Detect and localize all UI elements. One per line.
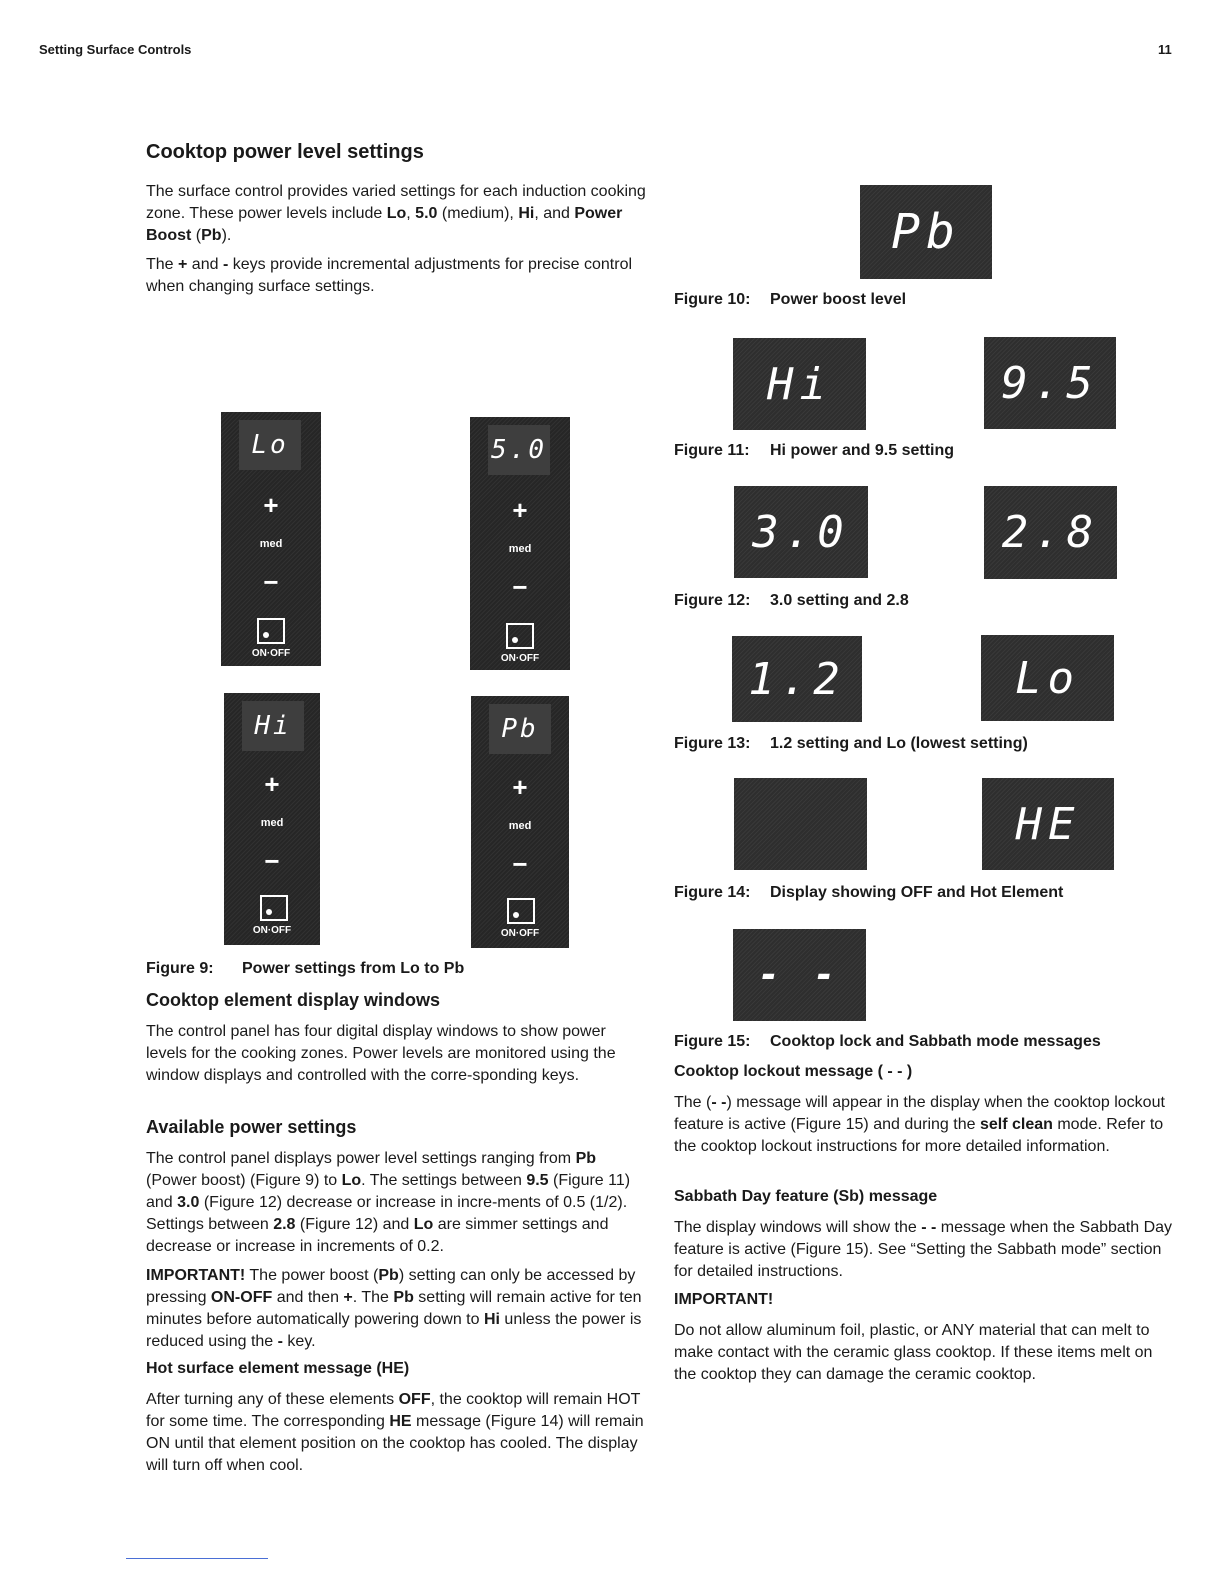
minus-key[interactable]: − (512, 849, 528, 879)
sabbath-heading: Sabbath Day feature (Sb) message (674, 1188, 938, 1205)
plus-key[interactable]: + (263, 490, 279, 520)
on-off-label: ON·OFF (251, 648, 291, 659)
minus-key[interactable]: − (264, 846, 280, 876)
important-boost-paragraph: IMPORTANT! The power boost (Pb) setting can only be accessed by pressing ON-OFF and then +. The Pb setting will remain active for ten minutes before automatically powering down to Hi unless the power is reduced using the - key. (146, 1267, 642, 1350)
figure-15-caption (674, 1033, 1101, 1051)
med-label: med (508, 820, 532, 832)
lockout-heading: Cooktop lockout message ( - - ) (674, 1063, 913, 1080)
figure-number: Figure 10: (674, 291, 751, 308)
panel-display-window: Hi (242, 701, 304, 751)
indicator-dot-icon (266, 909, 272, 915)
figure-11-caption (674, 442, 954, 460)
hot-element-heading: Hot surface element message (HE) (146, 1360, 410, 1377)
important-heading: IMPORTANT! (674, 1291, 774, 1308)
keys-paragraph: The + and - keys provide incremental adjustments for precise control when changing surface settings. (146, 256, 633, 295)
control-panel-pb (471, 696, 569, 948)
on-off-button[interactable] (507, 898, 535, 924)
hot-element-paragraph: After turning any of these elements OFF, the cooktop will remain HOT for some time. The corresponding HE message (Figure 14) will remain ON until that element position on the cooktop has cooled. The display will turn off when cool. (146, 1391, 644, 1474)
figure-text: Display showing OFF and Hot Element (770, 884, 1064, 901)
display-window-9-5: 9.5 (984, 337, 1116, 429)
control-panel-hi (224, 693, 320, 945)
sabbath-paragraph: The display windows will show the - - message when the Sabbath Day feature is active (Figure 15). See “Setting the Sabbath mode” section for detailed instructions. (674, 1219, 1173, 1280)
section-title: Cooktop power level settings (146, 141, 424, 163)
figure-number: Figure 11: (674, 442, 750, 459)
page-number: 11 (1158, 42, 1172, 57)
control-panel-lo (221, 412, 321, 666)
plus-key[interactable]: + (512, 772, 528, 802)
display-windows-heading: Cooktop element display windows (146, 990, 441, 1010)
control-panel-5-0 (470, 417, 570, 670)
panel-display-window: Lo (239, 420, 301, 470)
plus-key[interactable]: + (512, 495, 528, 525)
figure-14-caption (674, 884, 1063, 902)
on-off-label: ON·OFF (500, 653, 540, 664)
figure-10-caption (674, 291, 906, 309)
display-window-hi: Hi (733, 338, 866, 430)
available-settings-paragraph: The control panel displays power level settings ranging from Pb (Power boost) (Figure 9) to Lo. The settings between 9.5 (Figure 11) and 3.0 (Figure 12) decrease or increase in incre-ments of 0.5 (1/2). Settings between 2.8 (Figure 12) and Lo are simmer settings and decrease or increase in increments of 0.2. (146, 1150, 631, 1255)
figure-12-caption (674, 592, 909, 610)
indicator-dot-icon (512, 637, 518, 643)
display-window-lo: Lo (981, 635, 1114, 721)
lockout-paragraph: The (- -) message will appear in the display when the cooktop lockout feature is active (Figure 15) and during the self clean mode. Refer to the cooktop lockout instructions for more detailed information. (674, 1094, 1165, 1155)
figure-13-caption (674, 735, 1028, 753)
display-window-off (734, 778, 867, 870)
on-off-button[interactable] (257, 618, 285, 644)
figure-9-caption (146, 960, 464, 978)
on-off-button[interactable] (506, 623, 534, 649)
figure-text: 1.2 setting and Lo (lowest setting) (770, 735, 1028, 752)
display-window-lock: - - (733, 929, 866, 1021)
minus-key[interactable]: − (512, 572, 528, 602)
display-window-2-8: 2.8 (984, 486, 1117, 579)
figure-text: 3.0 setting and 2.8 (770, 592, 909, 609)
med-label: med (260, 817, 284, 829)
on-off-label: ON·OFF (252, 925, 292, 936)
med-label: med (259, 538, 283, 550)
figure-text: Hi power and 9.5 setting (770, 442, 955, 459)
figure-number: Figure 15: (674, 1033, 751, 1050)
med-label: med (508, 543, 532, 555)
intro-paragraph: The surface control provides varied settings for each induction cooking zone. These power levels include Lo, 5.0 (medium), Hi, and Power Boost (Pb). (146, 183, 646, 244)
important-paragraph: Do not allow aluminum foil, plastic, or ANY material that can melt to make contact with the ceramic glass cooktop. If these items melt on the cooktop they can damage the ceramic cooktop. (674, 1322, 1153, 1383)
display-window-1-2: 1.2 (732, 636, 862, 722)
display-windows-paragraph: The control panel has four digital display windows to show power levels for the cooking zones. Power levels are monitored using the window displays and controlled with the corre-sponding keys. (146, 1023, 616, 1084)
footer-rule (126, 1558, 268, 1559)
indicator-dot-icon (263, 632, 269, 638)
minus-key[interactable]: − (263, 567, 279, 597)
display-window-pb: Pb (860, 185, 992, 279)
figure-text: Power settings from Lo to Pb (242, 960, 465, 977)
on-off-button[interactable] (260, 895, 288, 921)
on-off-label: ON·OFF (500, 928, 540, 939)
figure-text: Power boost level (770, 291, 907, 308)
running-header: Setting Surface Controls (39, 42, 192, 57)
figure-number: Figure 13: (674, 735, 751, 752)
figure-text: Cooktop lock and Sabbath mode messages (770, 1033, 1101, 1050)
available-settings-heading: Available power settings (146, 1117, 357, 1137)
figure-number: Figure 14: (674, 884, 751, 901)
indicator-dot-icon (513, 912, 519, 918)
display-window-he: HE (982, 778, 1114, 870)
plus-key[interactable]: + (264, 769, 280, 799)
figure-number: Figure 12: (674, 592, 751, 609)
panel-display-window: Pb (489, 704, 551, 754)
figure-number: Figure 9: (146, 960, 214, 977)
panel-display-window: 5.0 (488, 425, 550, 475)
display-window-3-0: 3.0 (734, 486, 868, 578)
